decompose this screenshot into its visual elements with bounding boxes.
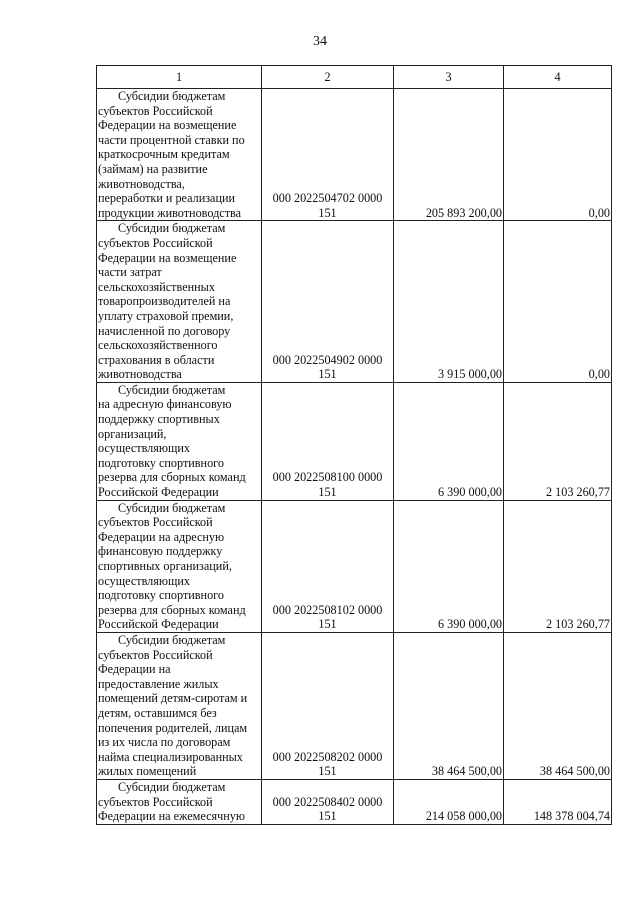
header-col-4: 4 — [504, 66, 612, 89]
row-plan: 6 390 000,00 — [394, 500, 504, 632]
header-col-3: 3 — [394, 66, 504, 89]
row-fact: 148 378 004,74 — [504, 779, 612, 824]
table-row — [97, 500, 612, 632]
row-name: Субсидии бюджетам субъектов Российской Федерации на ежемесячную — [97, 779, 262, 824]
table-row — [97, 779, 612, 824]
budget-table — [96, 65, 612, 825]
row-fact: 38 464 500,00 — [504, 632, 612, 779]
page-number: 34 — [313, 34, 327, 49]
table-row — [97, 632, 612, 779]
row-fact: 0,00 — [504, 89, 612, 221]
row-code: 000 2022508102 0000 151 — [262, 500, 394, 632]
row-code: 000 2022508402 0000 151 — [262, 779, 394, 824]
table-row — [97, 221, 612, 383]
row-name: Субсидии бюджетам субъектов Российской Федерации на предоставление жилых помещений детям-сиротам и детям, оставшимся без попечения родителей, лицам из их числа по договорам найма специализированных жилых помещений — [97, 632, 262, 779]
row-plan: 205 893 200,00 — [394, 89, 504, 221]
row-fact: 0,00 — [504, 221, 612, 383]
row-plan: 3 915 000,00 — [394, 221, 504, 383]
row-name: Субсидии бюджетам на адресную финансовую поддержку спортивных организаций, осуществляющих подготовку спортивного резерва для сборных команд Российской Федерации — [97, 382, 262, 500]
row-plan: 38 464 500,00 — [394, 632, 504, 779]
row-code: 000 2022508202 0000 151 — [262, 632, 394, 779]
table-row — [97, 382, 612, 500]
row-name: Субсидии бюджетам субъектов Российской Федерации на адресную финансовую поддержку спортивных организаций, осуществляющих подготовку спортивного резерва для сборных команд Российской Федерации — [97, 500, 262, 632]
table-row — [97, 89, 612, 221]
row-code: 000 2022504902 0000 151 — [262, 221, 394, 383]
row-code: 000 2022508100 0000 151 — [262, 382, 394, 500]
row-code: 000 2022504702 0000 151 — [262, 89, 394, 221]
row-name: Субсидии бюджетам субъектов Российской Федерации на возмещение части затрат сельскохозяйственных товаропроизводителей на уплату страховой премии, начисленной по договору сельскохозяйственного страхования в области животноводства — [97, 221, 262, 383]
header-row — [97, 66, 612, 89]
header-col-1: 1 — [97, 66, 262, 89]
row-plan: 214 058 000,00 — [394, 779, 504, 824]
row-plan: 6 390 000,00 — [394, 382, 504, 500]
row-fact: 2 103 260,77 — [504, 382, 612, 500]
row-fact: 2 103 260,77 — [504, 500, 612, 632]
row-name: Субсидии бюджетам субъектов Российской Федерации на возмещение части процентной ставки по краткосрочным кредитам (займам) на развитие животноводства, переработки и реализации продукции животноводства — [97, 89, 262, 221]
header-col-2: 2 — [262, 66, 394, 89]
